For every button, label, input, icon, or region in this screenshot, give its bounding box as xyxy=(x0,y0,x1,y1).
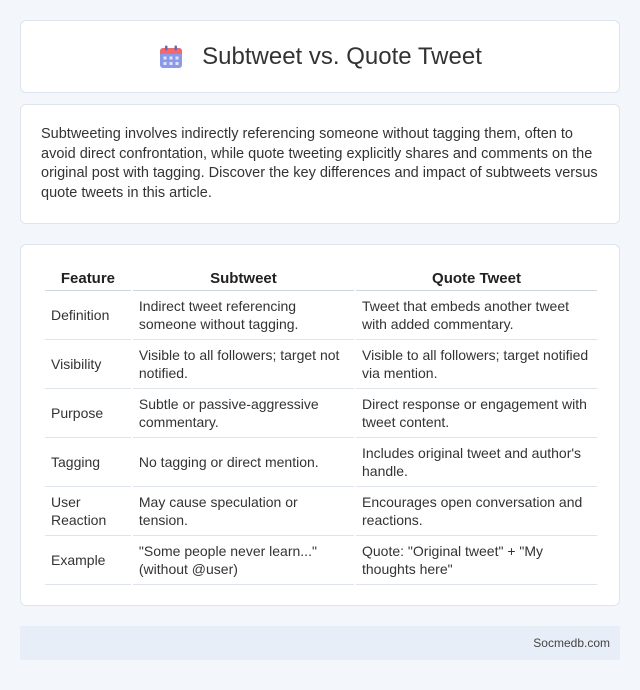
table-header-row xyxy=(45,267,597,291)
title-wrap xyxy=(158,43,482,71)
intro-text: Subtweeting involves indirectly referencing someone without tagging them, often to avoid direct confrontation, while quote tweeting explicitly shares and comments on the original post with tagging. Discover the key differences and impact of subtweets versus quote tweets in this article. xyxy=(41,126,598,201)
subtweet-cell: "Some people never learn..." (without @user) xyxy=(133,536,354,585)
quote-tweet-cell: Encourages open conversation and reactions. xyxy=(356,487,597,536)
calendar-icon xyxy=(158,44,184,70)
feature-cell: Definition xyxy=(45,291,131,340)
header-quote-tweet: Quote Tweet xyxy=(356,267,597,291)
subtweet-cell: Subtle or passive-aggressive commentary. xyxy=(133,389,354,438)
intro-card xyxy=(20,104,620,224)
quote-tweet-cell: Quote: "Original tweet" + "My thoughts here" xyxy=(356,536,597,585)
quote-tweet-cell: Tweet that embeds another tweet with added commentary. xyxy=(356,291,597,340)
feature-cell: Tagging xyxy=(45,438,131,487)
table-row xyxy=(45,291,597,340)
quote-tweet-cell: Includes original tweet and author's handle. xyxy=(356,438,597,487)
page-title: Subtweet vs. Quote Tweet xyxy=(202,42,482,70)
header-subtweet: Subtweet xyxy=(133,267,354,291)
footer-site-link[interactable]: Socmedb.com xyxy=(533,636,610,650)
subtweet-cell: Indirect tweet referencing someone without tagging. xyxy=(133,291,354,340)
quote-tweet-cell: Visible to all followers; target notified via mention. xyxy=(356,340,597,389)
subtweet-cell: Visible to all followers; target not notified. xyxy=(133,340,354,389)
footer xyxy=(20,626,620,660)
quote-tweet-cell: Direct response or engagement with tweet content. xyxy=(356,389,597,438)
comparison-table xyxy=(43,267,599,585)
table-row xyxy=(45,536,597,585)
header-feature: Feature xyxy=(45,267,131,291)
table-row xyxy=(45,340,597,389)
table-card xyxy=(20,244,620,606)
feature-cell: Example xyxy=(45,536,131,585)
table-row xyxy=(45,487,597,536)
title-card xyxy=(20,20,620,93)
feature-cell: User Reaction xyxy=(45,487,131,536)
subtweet-cell: No tagging or direct mention. xyxy=(133,438,354,487)
feature-cell: Purpose xyxy=(45,389,131,438)
subtweet-cell: May cause speculation or tension. xyxy=(133,487,354,536)
table-row xyxy=(45,389,597,438)
feature-cell: Visibility xyxy=(45,340,131,389)
table-row xyxy=(45,438,597,487)
